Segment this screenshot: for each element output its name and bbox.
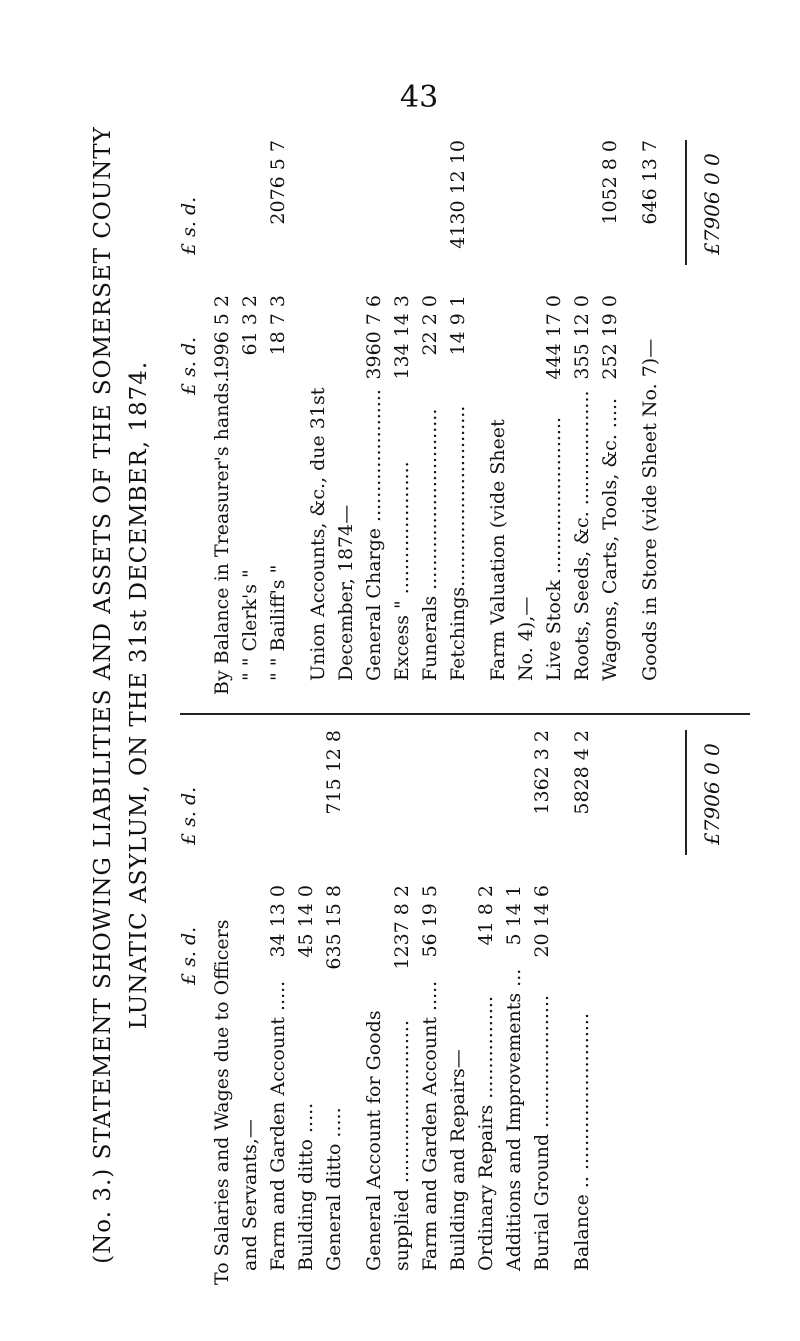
asset-amount: 61 3 2 xyxy=(239,295,261,356)
liability-label: Farm and Garden Account ..... xyxy=(419,980,441,1271)
liability-amount: 41 8 2 xyxy=(475,885,497,946)
liability-amount: 20 14 6 xyxy=(531,885,553,958)
liability-amount: 56 19 5 xyxy=(419,885,441,958)
liability-total: 1362 3 2 xyxy=(531,730,553,815)
assets-total-rule xyxy=(685,140,687,265)
title-line-1: (No. 3.) STATEMENT SHOWING LIABILITIES AND ASSETS OF THE SOMERSET COUNTY xyxy=(90,126,116,1264)
asset-label: Farm Valuation (vide Sheet xyxy=(487,419,509,681)
asset-label: " " Clerk's " xyxy=(239,569,261,681)
liability-label: Farm and Garden Account ..... xyxy=(267,980,289,1271)
assets-total-header: £ s. d. xyxy=(178,196,200,255)
liability-label: General Account for Goods xyxy=(363,1010,385,1271)
column-divider xyxy=(180,713,750,715)
liability-label: Additions and Improvements ... xyxy=(503,968,525,1271)
liabilities-side xyxy=(180,725,750,1285)
asset-label: By Balance in Treasurer's hands... xyxy=(211,364,233,695)
liability-amount: 635 15 8 xyxy=(323,885,345,970)
asset-amount: 1996 5 2 xyxy=(211,295,233,380)
asset-label: Roots, Seeds, &c. ................... xyxy=(571,390,593,681)
asset-total: 1052 8 0 xyxy=(599,140,621,225)
asset-label: Excess " ...................... xyxy=(391,461,413,681)
asset-amount: 134 14 3 xyxy=(391,295,413,380)
asset-total: 2076 5 7 xyxy=(267,140,289,225)
liability-label: supplied ........................... xyxy=(391,1020,413,1271)
liabilities-total-header: £ s. d. xyxy=(178,786,200,845)
liability-amount: 5 14 1 xyxy=(503,885,525,946)
asset-amount: 14 9 1 xyxy=(447,295,469,356)
liabilities-amount-header: £ s. d. xyxy=(178,926,200,985)
liability-label: Burial Ground ...................... xyxy=(531,994,553,1271)
liability-total: 5828 4 2 xyxy=(571,730,593,815)
asset-label: Goods in Store (vide Sheet No. 7)— xyxy=(639,338,661,681)
asset-label: " " Bailiff's " xyxy=(267,564,289,681)
title-line-2: LUNATIC ASYLUM, ON THE 31st DECEMBER, 1874. xyxy=(126,360,152,1030)
liability-label: Ordinary Repairs ................. xyxy=(475,996,497,1271)
asset-total: 4130 12 10 xyxy=(447,140,469,249)
asset-amount: 18 7 3 xyxy=(267,295,289,356)
asset-label: Fetchings.............................. xyxy=(447,405,469,681)
assets-amount-header: £ s. d. xyxy=(178,336,200,395)
asset-label: Wagons, Carts, Tools, &c. ..... xyxy=(599,397,621,681)
statement-table xyxy=(90,105,760,1285)
page-number: 43 xyxy=(400,80,439,115)
asset-amount: 22 2 0 xyxy=(419,295,441,356)
assets-total: £7906 0 0 xyxy=(700,153,724,255)
liability-amount: 1237 8 2 xyxy=(391,885,413,970)
asset-amount: 444 17 0 xyxy=(543,295,565,380)
liability-amount: 45 14 0 xyxy=(295,885,317,958)
asset-total: 646 13 7 xyxy=(639,140,661,225)
liabilities-total-rule xyxy=(685,730,687,855)
asset-label: General Charge ...................... xyxy=(363,389,385,681)
asset-label: Funerals .............................. xyxy=(419,408,441,681)
asset-label: December, 1874— xyxy=(335,504,357,681)
assets-side xyxy=(180,135,750,695)
asset-amount: 252 19 0 xyxy=(599,295,621,380)
liability-label: and Servants,— xyxy=(239,1119,261,1271)
asset-label: No. 4),— xyxy=(515,596,537,681)
liability-label: To Salaries and Wages due to Officers xyxy=(211,919,233,1285)
liability-label: Building and Repairs— xyxy=(447,1049,469,1271)
asset-amount: 355 12 0 xyxy=(571,295,593,380)
liability-total: 715 12 8 xyxy=(323,730,345,815)
asset-label: Live Stock .......................... xyxy=(543,416,565,681)
asset-amount: 3960 7 6 xyxy=(363,295,385,380)
liability-label: Building ditto ..... xyxy=(295,1102,317,1271)
liability-label: General ditto ..... xyxy=(323,1107,345,1271)
asset-label: Union Accounts, &c., due 31st xyxy=(307,387,329,681)
liability-amount: 34 13 0 xyxy=(267,885,289,958)
liability-label: Balance .. .......................... xyxy=(571,1012,593,1271)
liabilities-total: £7906 0 0 xyxy=(700,743,724,845)
